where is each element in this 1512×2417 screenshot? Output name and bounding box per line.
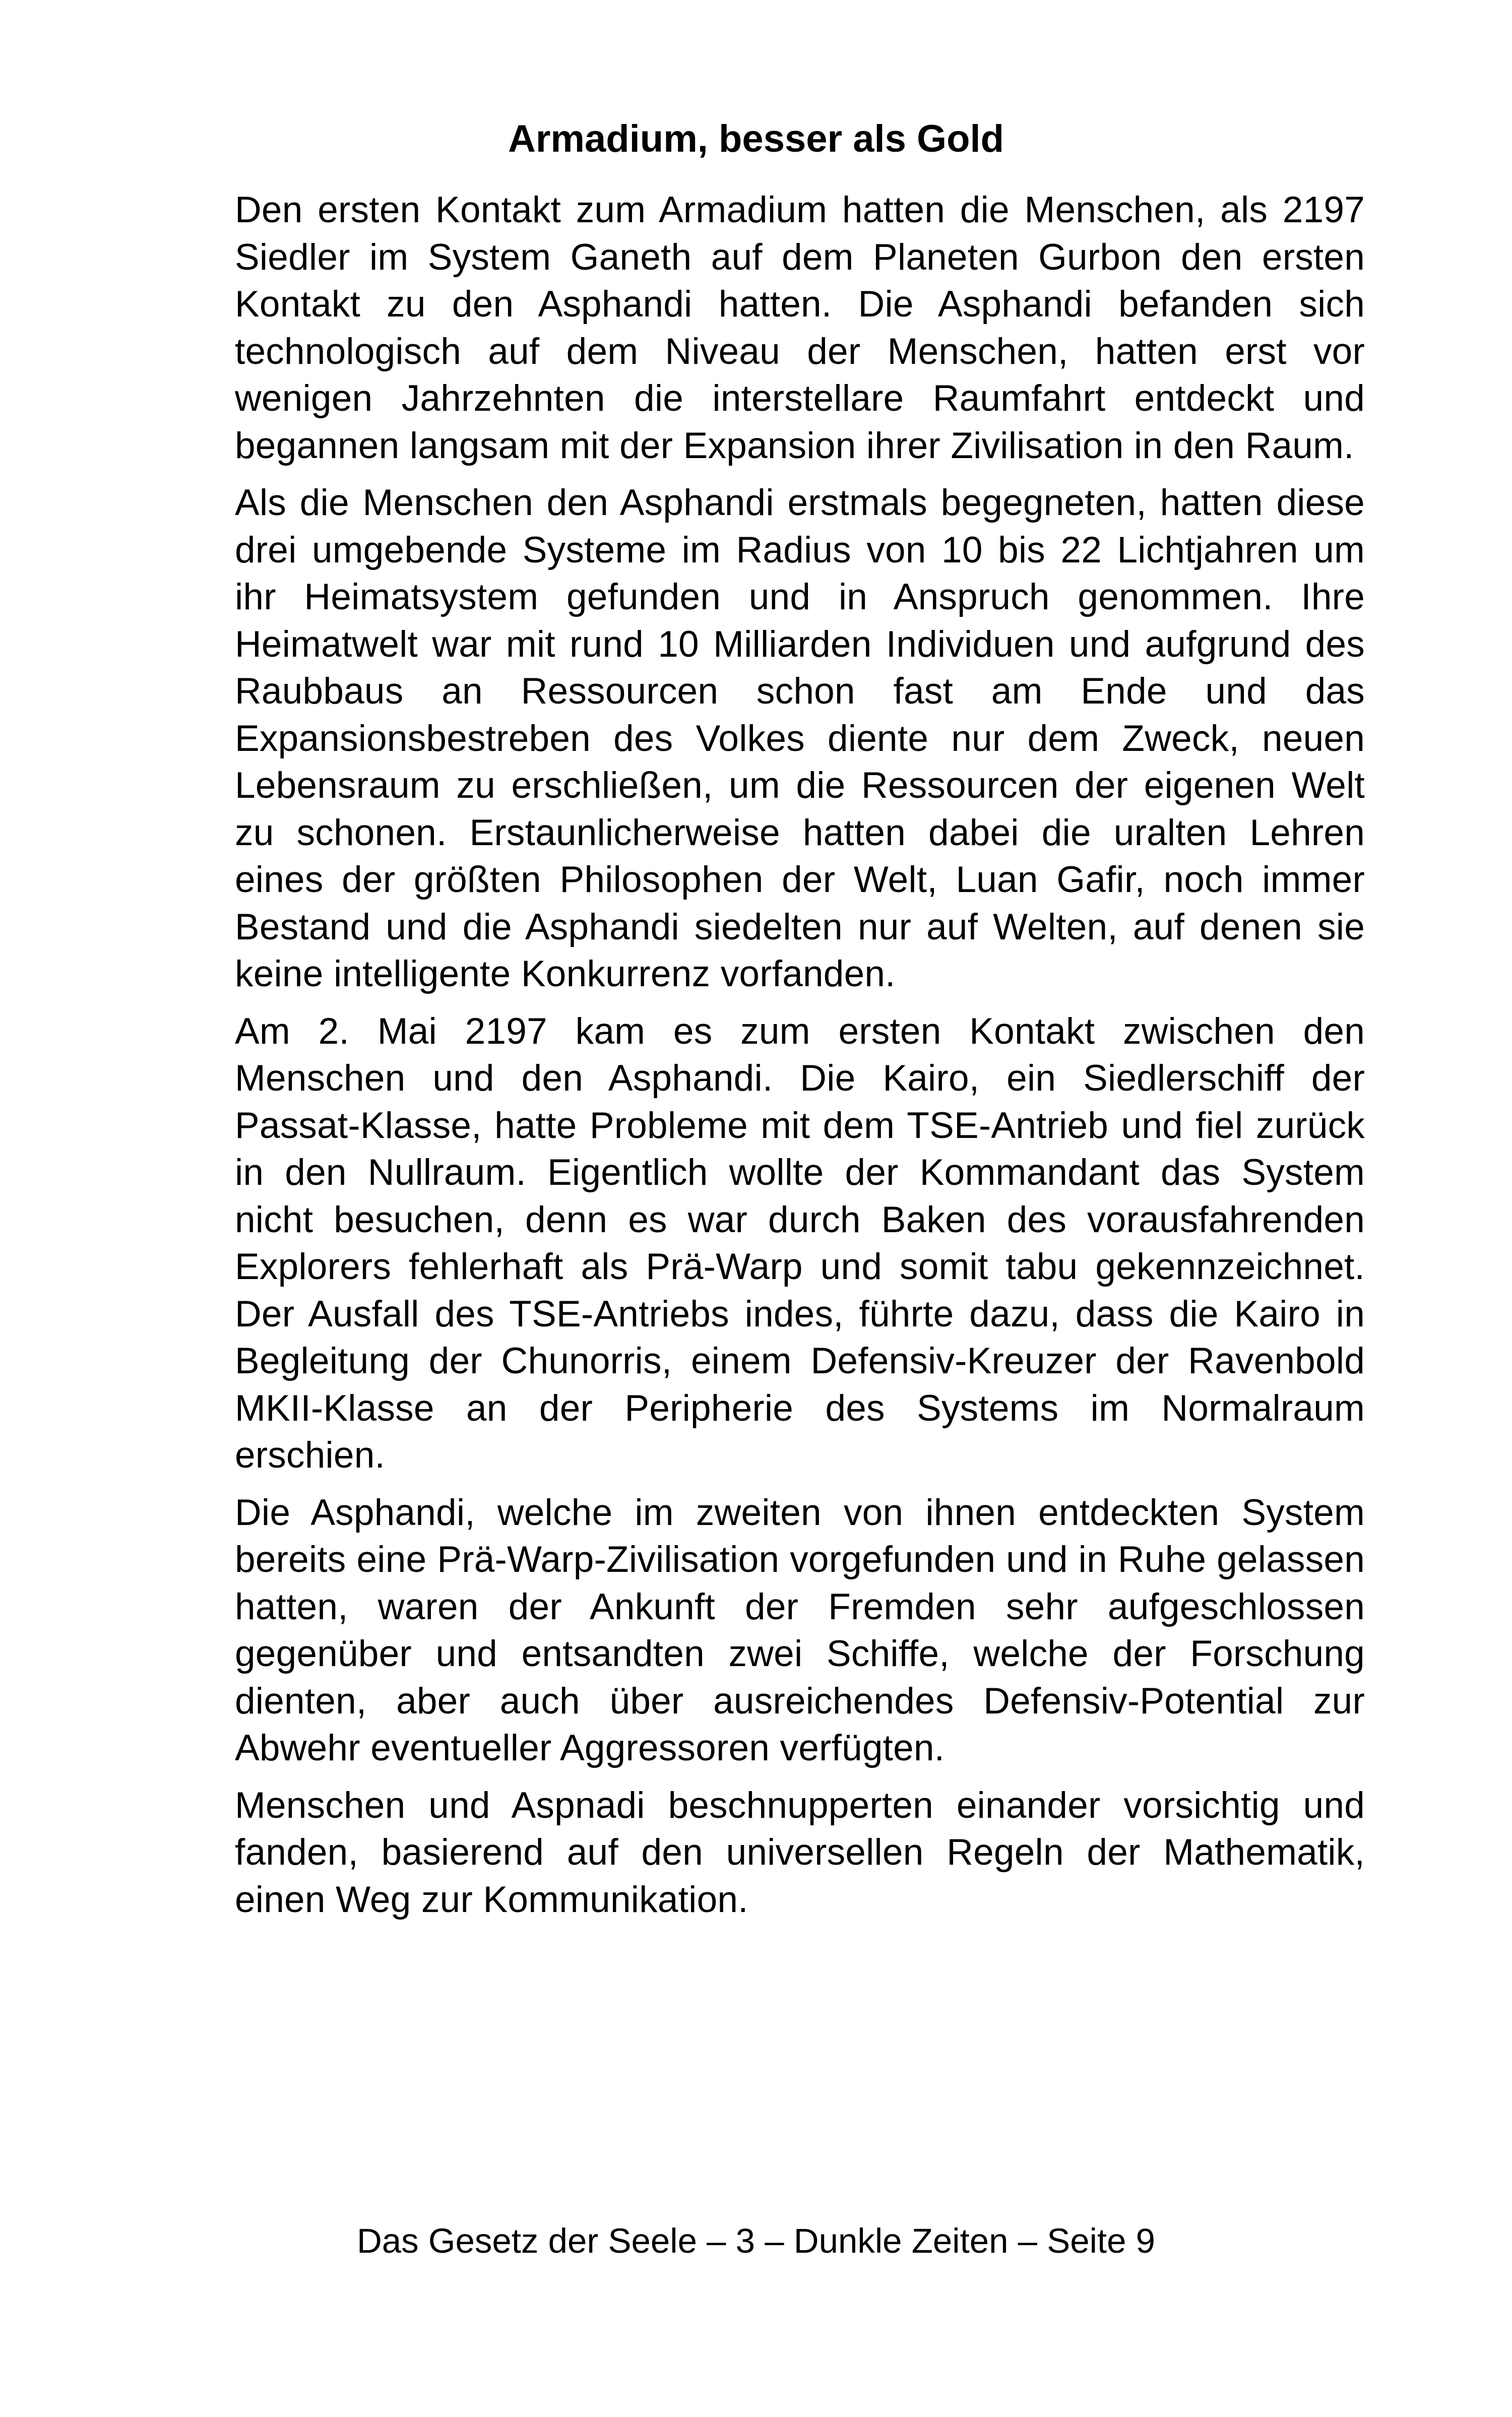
paragraph-4: Die Asphandi, welche im zweiten von ihnen entdeckten System bereits eine Prä-Warp-Zivilisation vorgefunden und in Ruhe gelassen hatten, waren der Ankunft der Fremden sehr aufgeschlossen gegenüber und entsandten zwei Schiffe, welche der Forschung dienten, aber auch über ausreichendes Defensiv-Potential zur Abwehr eventueller Aggressoren verfügten. bbox=[235, 1492, 1365, 1768]
chapter-title: Armadium, besser als Gold bbox=[508, 117, 1004, 160]
paragraph-2: Als die Menschen den Asphandi erstmals begegneten, hatten diese drei umgebende Systeme im Radius von 10 bis 22 Lichtjahren um ihr Heimatsystem gefunden und in Anspruch genommen. Ihre Heimatwelt war mit rund 10 Milliarden Individuen und aufgrund des Raubbaus an Ressourcen schon fast am Ende und das Expansionsbestreben des Volkes diente nur dem Zweck, neuen Lebensraum zu erschließen, um die Ressourcen der eigenen Welt zu schonen. Erstaunlicherweise hatten dabei die uralten Lehren eines der größten Philosophen der Welt, Luan Gafir, noch immer Bestand und die Asphandi siedelten nur auf Welten, auf denen sie keine intelligente Konkurrenz vorfanden. bbox=[235, 482, 1365, 994]
paragraph-1: Den ersten Kontakt zum Armadium hatten die Menschen, als 2197 Siedler im System Ganeth auf dem Planeten Gurbon den ersten Kontakt zu den Asphandi hatten. Die Asphandi befanden sich technologisch auf dem Niveau der Menschen, hatten erst vor wenigen Jahrzehnten die interstellare Raumfahrt entdeckt und begannen langsam mit der Expansion ihrer Zivilisation in den Raum. bbox=[235, 189, 1365, 466]
paragraph-5: Menschen und Aspnadi beschnupperten einander vorsichtig und fanden, basierend auf den universellen Regeln der Mathematik, einen Weg zur Kommunikation. bbox=[235, 1785, 1365, 1920]
page-footer: Das Gesetz der Seele – 3 – Dunkle Zeiten – Seite 9 bbox=[356, 2221, 1156, 2260]
paragraph-3: Am 2. Mai 2197 kam es zum ersten Kontakt zwischen den Menschen und den Asphandi. Die Kairo, ein Siedlerschiff der Passat-Klasse, hatte Probleme mit dem TSE-Antrieb und fiel zurück in den Nullraum. Eigentlich wollte der Kommandant das System nicht besuchen, denn es war durch Baken des vorausfahrenden Explorers fehlerhaft als Prä-Warp und somit tabu gekennzeichnet. Der Ausfall des TSE-Antriebs indes, führte dazu, dass die Kairo in Begleitung der Chunorris, einem Defensiv-Kreuzer der Ravenbold MKII-Klasse an der Peripherie des Systems im Normalraum erschien. bbox=[235, 1010, 1365, 1476]
body-text bbox=[235, 186, 1365, 1933]
